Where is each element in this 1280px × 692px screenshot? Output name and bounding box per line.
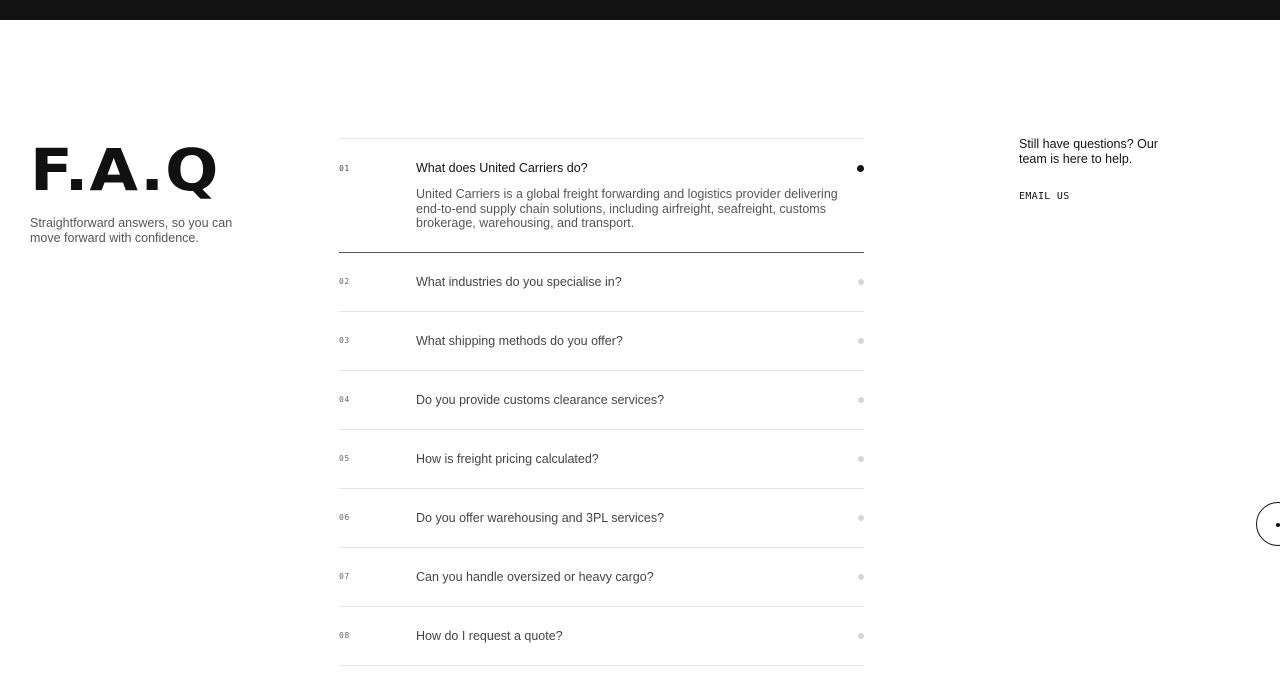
dot-icon[interactable]	[858, 633, 864, 639]
dot-icon[interactable]	[858, 338, 864, 344]
faq-number: 08	[339, 630, 350, 640]
faq-item-2[interactable]	[339, 253, 864, 312]
faq-question-row[interactable]	[339, 371, 864, 429]
dot-icon[interactable]	[858, 574, 864, 580]
faq-question[interactable]: Can you handle oversized or heavy cargo?	[416, 569, 654, 584]
dot-icon[interactable]	[858, 279, 864, 285]
faq-question-row[interactable]	[339, 139, 864, 183]
faq-item-8[interactable]	[339, 607, 864, 666]
faq-question[interactable]: What does United Carriers do?	[416, 161, 588, 175]
faq-number: 05	[339, 453, 350, 463]
faq-question-row[interactable]	[339, 312, 864, 370]
faq-item-4[interactable]	[339, 371, 864, 430]
faq-item-5[interactable]	[339, 430, 864, 489]
faq-question[interactable]: How is freight pricing calculated?	[416, 451, 599, 466]
faq-number: 01	[339, 164, 350, 173]
faq-item-3[interactable]	[339, 312, 864, 371]
circle-button-icon[interactable]	[1256, 502, 1280, 546]
page-title: F.A.Q	[30, 136, 220, 204]
faq-item-1[interactable]	[339, 139, 864, 253]
faq-number: 06	[339, 512, 350, 522]
dot-icon[interactable]	[858, 397, 864, 403]
faq-item-6[interactable]	[339, 489, 864, 548]
faq-question-row[interactable]	[339, 489, 864, 547]
faq-question-row[interactable]	[339, 253, 864, 311]
faq-number: 07	[339, 571, 350, 581]
faq-number: 03	[339, 335, 350, 345]
dot-icon[interactable]	[858, 515, 864, 521]
faq-list	[339, 138, 864, 666]
faq-question-row[interactable]	[339, 548, 864, 606]
faq-question[interactable]: How do I request a quote?	[416, 628, 563, 643]
top-bar	[0, 0, 1280, 20]
faq-question-row[interactable]	[339, 430, 864, 488]
faq-question-row[interactable]	[339, 607, 864, 665]
faq-question[interactable]: What industries do you specialise in?	[416, 274, 622, 289]
faq-header	[30, 136, 260, 245]
faq-answer: United Carriers is a global freight forwarding and logistics provider delivering end-to-end supply chain solutions, including airfreight, seafreight, customs brokerage, warehousing, and transport.	[416, 187, 838, 230]
dot-icon	[1276, 523, 1280, 527]
faq-number: 02	[339, 276, 350, 286]
faq-number: 04	[339, 394, 350, 404]
faq-item-7[interactable]	[339, 548, 864, 607]
email-us-link[interactable]: EMAIL US	[1019, 191, 1070, 202]
help-panel	[1019, 137, 1169, 204]
dot-icon[interactable]	[858, 456, 864, 462]
help-text: Still have questions? Our team is here to help.	[1019, 137, 1158, 166]
faq-question[interactable]: Do you provide customs clearance services?	[416, 392, 665, 407]
page-subtitle: Straightforward answers, so you can move forward with confidence.	[30, 216, 233, 245]
faq-question[interactable]: Do you offer warehousing and 3PL services?	[416, 510, 665, 525]
dot-filled-icon[interactable]	[857, 165, 864, 172]
faq-question[interactable]: What shipping methods do you offer?	[416, 333, 623, 348]
